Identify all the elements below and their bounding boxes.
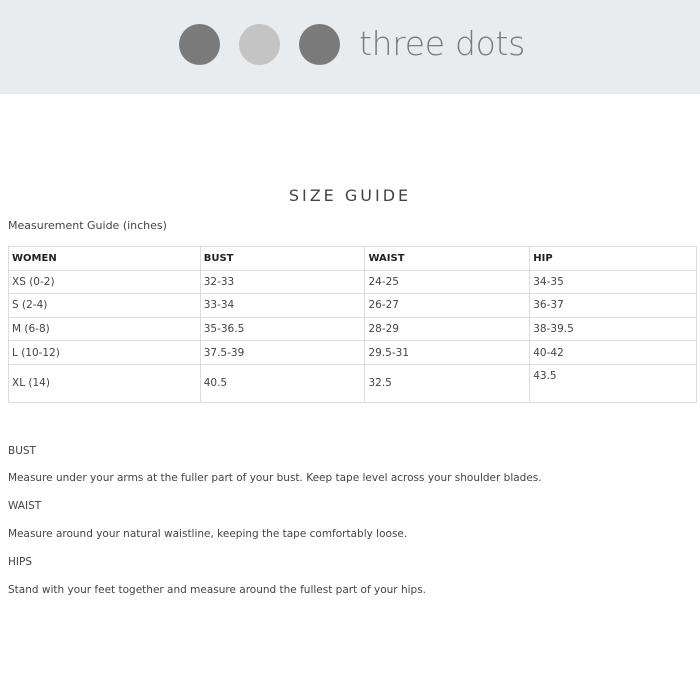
hip-cell: 34-35	[530, 270, 697, 294]
bust-cell: 40.5	[200, 364, 365, 402]
size-cell: XL (14)	[9, 364, 201, 402]
hip-cell: 38-39.5	[530, 317, 697, 341]
brand-dot-icon	[179, 24, 220, 65]
hip-cell: 36-37	[530, 294, 697, 318]
waist-cell: 32.5	[365, 364, 530, 402]
table-row	[9, 364, 697, 402]
page-title: SIZE GUIDE	[288, 186, 412, 205]
waist-cell: 29.5-31	[365, 341, 530, 365]
bust-cell: 35-36.5	[200, 317, 365, 341]
table-row	[9, 294, 697, 318]
brand-dot-icon	[239, 24, 280, 65]
column-header-waist: WAIST	[365, 247, 530, 271]
waist-instructions: Measure around your natural waistline, keeping the tape comfortably loose.	[8, 528, 408, 540]
size-cell: M (6-8)	[9, 317, 201, 341]
brand-logo-text: three dots	[359, 24, 526, 63]
brand-dot-icon	[299, 24, 340, 65]
size-table	[8, 246, 697, 403]
bust-cell: 37.5-39	[200, 341, 365, 365]
table-header-row	[9, 247, 697, 271]
column-header-hip: HIP	[530, 247, 697, 271]
brand-header	[0, 0, 700, 94]
bust-cell: 33-34	[200, 294, 365, 318]
size-cell: L (10-12)	[9, 341, 201, 365]
measurement-guide-subtitle: Measurement Guide (inches)	[8, 219, 167, 232]
size-cell: S (2-4)	[9, 294, 201, 318]
hips-instructions: Stand with your feet together and measure around the fullest part of your hips.	[8, 584, 427, 596]
column-header-bust: BUST	[200, 247, 365, 271]
waist-cell: 28-29	[365, 317, 530, 341]
table-row	[9, 317, 697, 341]
waist-cell: 24-25	[365, 270, 530, 294]
table-row	[9, 341, 697, 365]
size-cell: XS (0-2)	[9, 270, 201, 294]
column-header-women: WOMEN	[9, 247, 201, 271]
hips-heading: HIPS	[8, 556, 32, 568]
bust-instructions: Measure under your arms at the fuller part of your bust. Keep tape level across your shoulder blades.	[8, 472, 542, 484]
table-row	[9, 270, 697, 294]
waist-cell: 26-27	[365, 294, 530, 318]
hip-cell: 43.5	[530, 364, 697, 402]
hip-cell: 40-42	[530, 341, 697, 365]
bust-cell: 32-33	[200, 270, 365, 294]
waist-heading: WAIST	[8, 500, 42, 512]
bust-heading: BUST	[8, 445, 36, 457]
